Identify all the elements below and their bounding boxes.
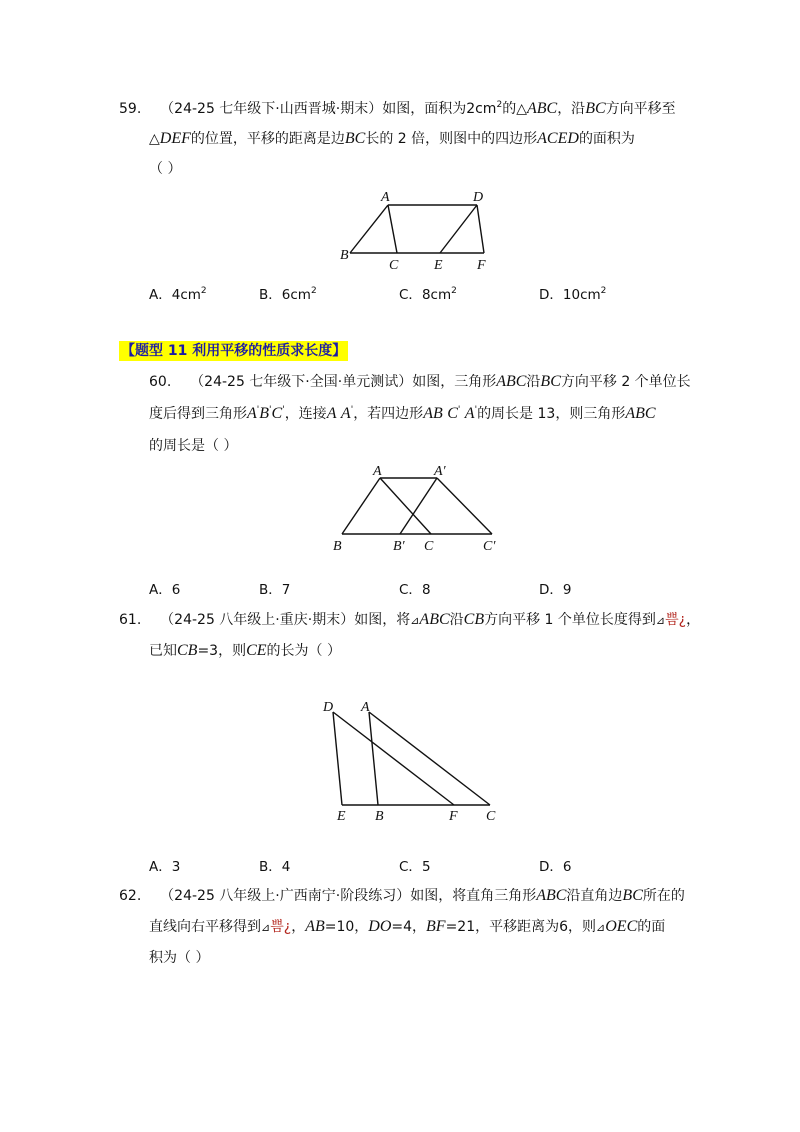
q61-seg-DE: [333, 712, 342, 805]
q61-seg-AB: [369, 712, 378, 805]
q59-label-A: A: [381, 190, 390, 205]
q61-label-B: B: [375, 809, 384, 824]
q60-option-c[interactable]: C．8: [399, 582, 431, 598]
q60-label-B: B: [333, 539, 342, 554]
q61-number: 61.: [119, 612, 142, 628]
q62-line-3: 积为（ ）: [149, 950, 210, 966]
q61-line-2: 已知CB=3，则CE的长为（ ）: [149, 642, 341, 659]
q60-line-2: 度后得到三角形A'B'C'，连接A A'，若四边形AB C' A'的周长是 13，则三角形ABC: [149, 405, 656, 422]
q59-label-F: F: [477, 258, 486, 273]
q59-figure: [335, 186, 515, 276]
q59-option-b[interactable]: B．$6cm^2$: [259, 286, 317, 303]
q61-seg-AC: [369, 712, 490, 805]
section-header: 【题型 11 利用平移的性质求长度】: [121, 343, 347, 359]
q61-figure: [320, 695, 510, 825]
q61-option-b[interactable]: B．4: [259, 859, 291, 875]
q59-seg-DF: [477, 205, 484, 253]
q61-label-E: E: [337, 809, 346, 824]
q59-line-1: 59. （24-25 七年级下·山西晋城·期末）如图，面积为$2cm^2$的△ABC，沿BC方向平移至: [119, 100, 676, 117]
q61-seg-DF: [333, 712, 454, 805]
q60-option-d[interactable]: D．9: [539, 582, 572, 598]
q60-label-B-prime: B′: [393, 539, 405, 554]
q61-label-F: F: [449, 809, 458, 824]
q60-number: 60.: [149, 374, 172, 390]
q59-label-E: E: [434, 258, 443, 273]
q60-seg-AB: [342, 478, 380, 534]
q59-seg-AC: [388, 205, 397, 253]
q59-label-D: D: [473, 190, 484, 205]
q59-option-a[interactable]: A．$4cm^2$: [149, 286, 207, 303]
q60-line-1: 60. （24-25 七年级下·全国·单元测试）如图，三角形ABC沿BC方向平移 2 个单位长: [149, 373, 691, 390]
q59-label-C: C: [389, 258, 399, 273]
q59-option-d[interactable]: D．$10cm^2$: [539, 286, 607, 303]
q61-label-C: C: [486, 809, 496, 824]
q62-line-2: 直线向右平移得到⊿쁨¿，AB=10，DO=4，BF=21，平移距离为6，则⊿OEC的面: [149, 918, 666, 935]
q61-option-d[interactable]: D．6: [539, 859, 572, 875]
q59-seg-DE: [440, 205, 477, 253]
q60-option-a[interactable]: A．6: [149, 582, 181, 598]
q61-option-c[interactable]: C．5: [399, 859, 431, 875]
q59-answer-paren: （ ）: [149, 161, 182, 177]
q60-label-C-prime: C′: [483, 539, 496, 554]
q59-number: 59.: [119, 101, 142, 117]
q60-line-3: 的周长是（ ）: [149, 438, 238, 454]
q61-label-A: A: [361, 700, 370, 715]
q61-label-D: D: [323, 700, 334, 715]
q59-option-c[interactable]: C．$8cm^2$: [399, 286, 457, 303]
q60-label-A: A: [373, 464, 382, 479]
q60-label-C: C: [424, 539, 434, 554]
q61-line-1: 61. （24-25 八年级上·重庆·期末）如图，将⊿ABC沿CB方向平移 1 个单位长度得到⊿쁨¿，: [119, 611, 701, 628]
q62-line-1: 62. （24-25 八年级上·广西南宁·阶段练习）如图，将直角三角形ABC沿直角边BC所在的: [119, 887, 685, 904]
q60-label-A-prime: A′: [434, 464, 446, 479]
q60-option-b[interactable]: B．7: [259, 582, 291, 598]
q59-seg-AB: [350, 205, 388, 253]
q62-number: 62.: [119, 888, 142, 904]
q60-seg-A2C2: [437, 478, 492, 534]
q59-line-2: △DEF的位置，平移的距离是边BC长的 2 倍，则图中的四边形ACED的面积为: [149, 130, 635, 147]
q61-option-a[interactable]: A．3: [149, 859, 181, 875]
q60-figure: [330, 460, 510, 555]
q59-label-B: B: [340, 248, 349, 263]
